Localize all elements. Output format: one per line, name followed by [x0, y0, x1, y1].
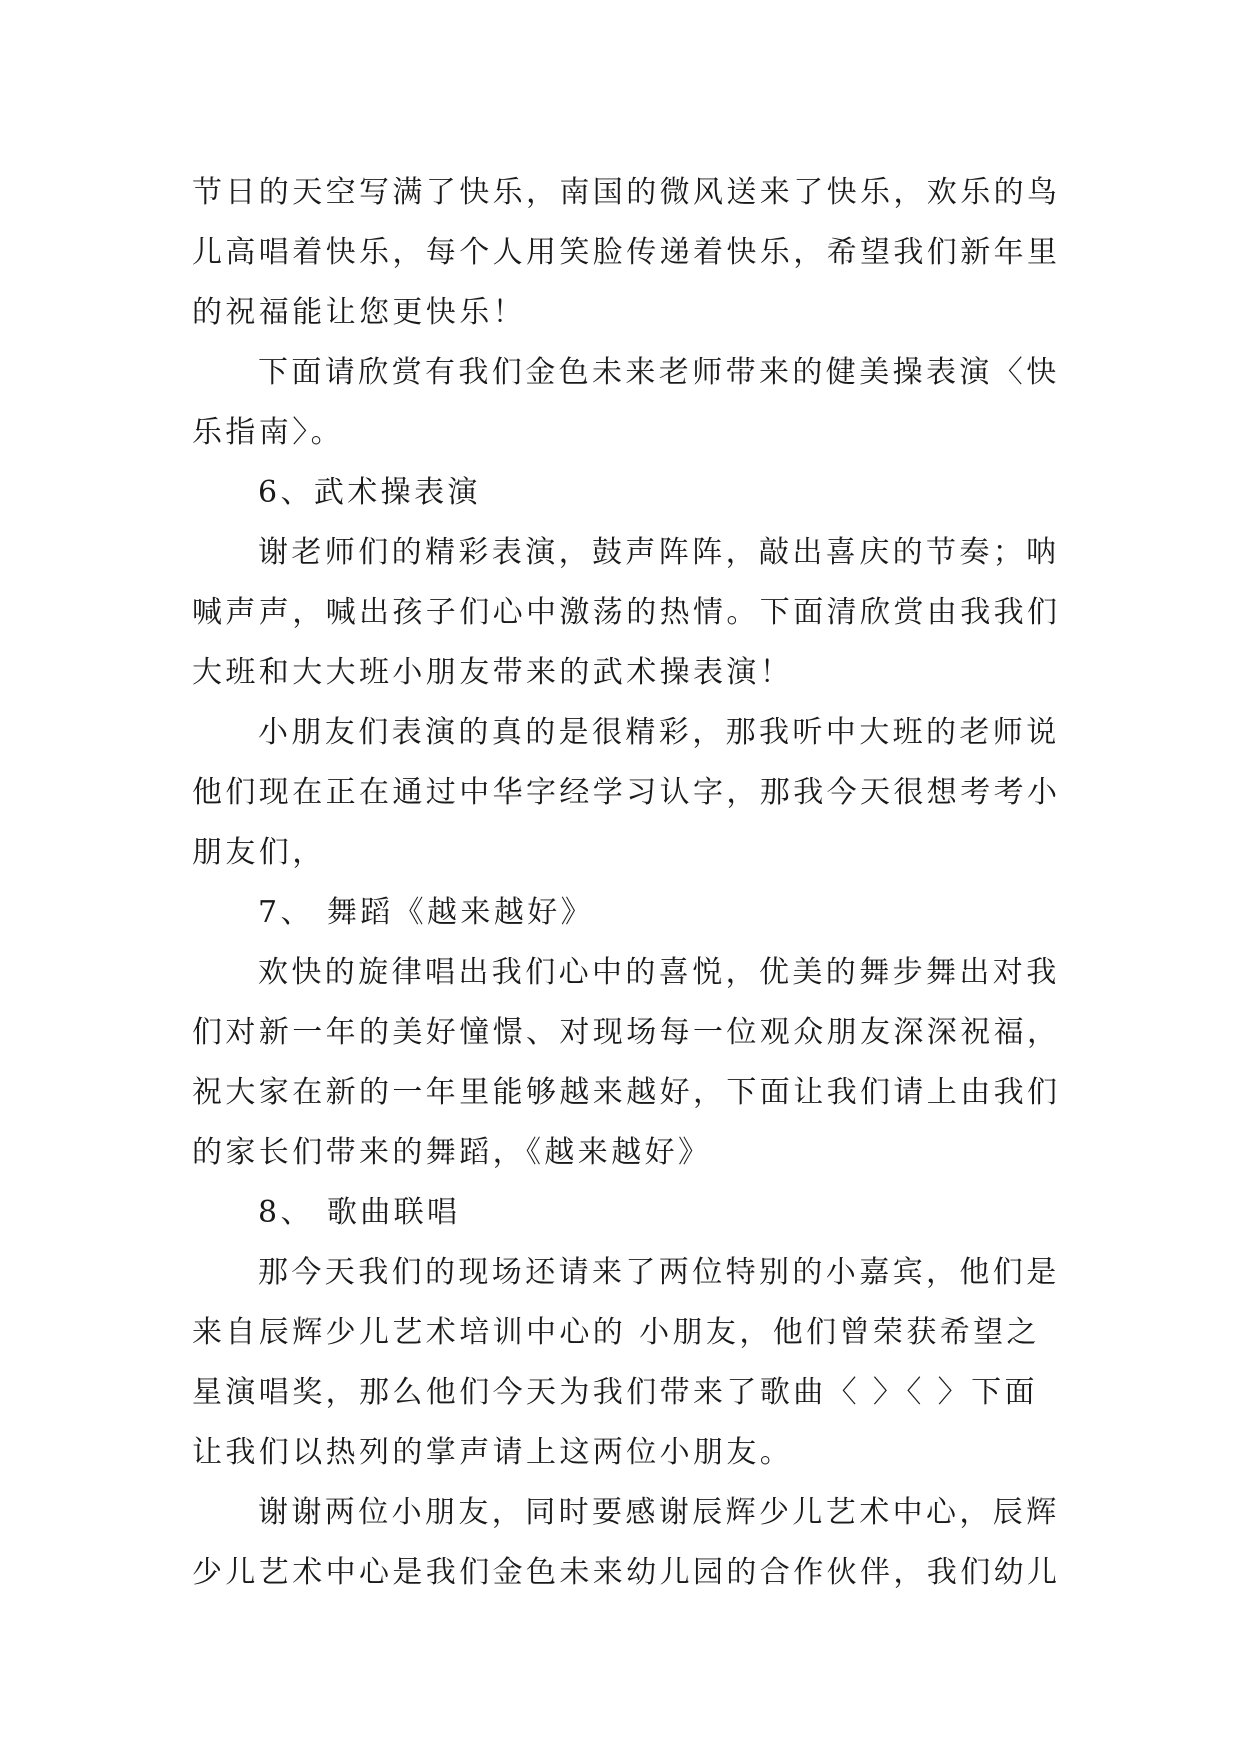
text-line: 小朋友们表演的真的是很精彩，那我听中大班的老师说	[258, 715, 1060, 750]
document-body	[192, 163, 1061, 1603]
text-line: 朋友们，	[192, 835, 326, 870]
text-line: 那今天我们的现场还请来了两位特别的小嘉宾，他们是	[258, 1255, 1060, 1290]
text-line: 星演唱奖，那么他们今天为我们带来了歌曲〈 〉〈 〉下面	[192, 1375, 1038, 1410]
text-line: 来自辰辉少儿艺术培训中心的 小朋友，他们曾荣获希望之	[192, 1315, 1040, 1350]
text-line: 下面请欣赏有我们金色未来老师带来的健美操表演〈快	[258, 355, 1060, 390]
text-line: 喊声声，喊出孩子们心中激荡的热情。下面清欣赏由我我们	[192, 595, 1061, 630]
text-line: 少儿艺术中心是我们金色未来幼儿园的合作伙伴，我们幼儿	[192, 1555, 1061, 1590]
text-line: 他们现在正在通过中华字经学习认字，那我今天很想考考小	[192, 775, 1061, 810]
text-line: 让我们以热列的掌声请上这两位小朋友。	[192, 1435, 794, 1470]
paragraph	[192, 943, 1061, 1183]
text-line: 乐指南〉。	[192, 415, 344, 450]
section-heading	[192, 1183, 1052, 1243]
text-line: 祝大家在新的一年里能够越来越好，下面让我们请上由我们	[192, 1075, 1061, 1110]
paragraph	[192, 703, 1061, 883]
text-line: 谢老师们的精彩表演，鼓声阵阵，敲出喜庆的节奏；呐	[258, 535, 1060, 570]
paragraph	[192, 1243, 1060, 1483]
text-line: 节日的天空写满了快乐，南国的微风送来了快乐，欢乐的鸟	[192, 175, 1061, 210]
section-heading	[192, 883, 1052, 943]
paragraph	[192, 163, 1061, 343]
text-line: 7、 舞蹈《越来越好》	[258, 895, 595, 930]
text-line: 谢谢两位小朋友，同时要感谢辰辉少儿艺术中心，辰辉	[258, 1495, 1060, 1530]
text-line: 的家长们带来的舞蹈，《越来越好》	[192, 1135, 712, 1170]
text-line: 6、武术操表演	[258, 475, 481, 510]
paragraph	[192, 523, 1061, 703]
text-line: 大班和大大班小朋友带来的武术操表演！	[192, 655, 794, 690]
section-heading	[192, 463, 1052, 523]
text-line: 的祝福能让您更快乐！	[192, 295, 526, 330]
paragraph	[192, 343, 1060, 463]
text-line: 们对新一年的美好憧憬、对现场每一位观众朋友深深祝福，	[192, 1015, 1061, 1050]
text-line: 8、 歌曲联唱	[258, 1195, 461, 1230]
text-line: 欢快的旋律唱出我们心中的喜悦，优美的舞步舞出对我	[258, 955, 1060, 990]
text-line: 儿高唱着快乐，每个人用笑脸传递着快乐，希望我们新年里	[192, 235, 1061, 270]
paragraph	[192, 1483, 1061, 1603]
